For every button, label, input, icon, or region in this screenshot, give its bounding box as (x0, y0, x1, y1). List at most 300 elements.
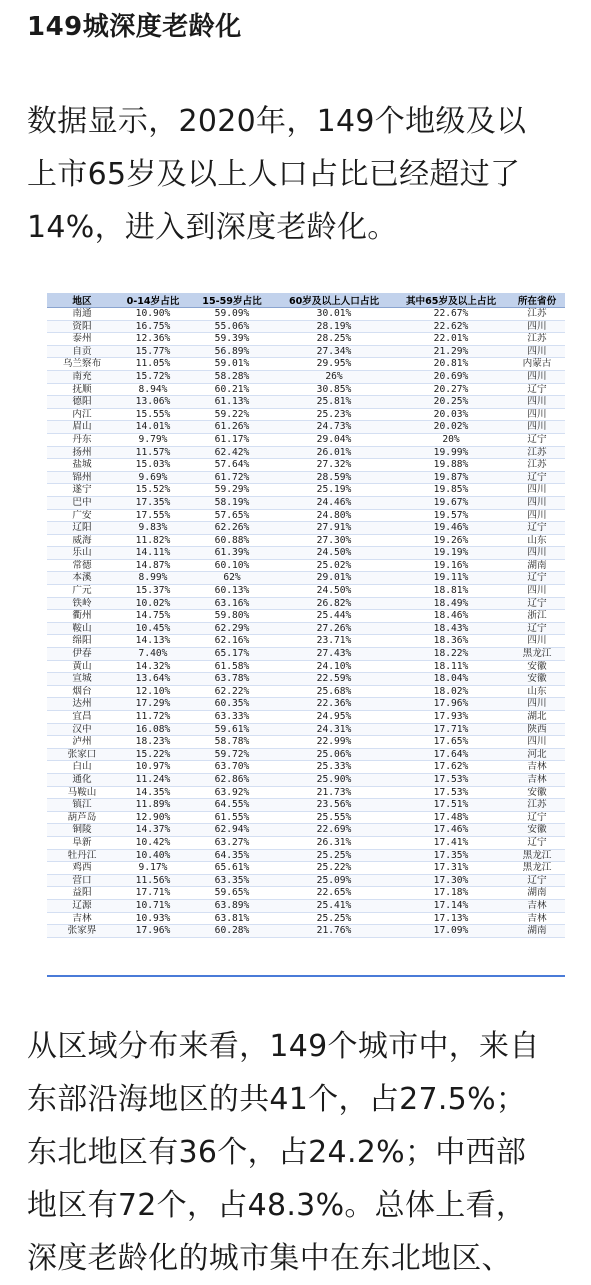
cell-age-0-14: 16.75% (117, 320, 189, 333)
table-row (47, 874, 565, 887)
cell-age-0-14: 9.17% (117, 862, 189, 875)
cell-age-15-59: 63.92% (189, 786, 275, 799)
table-row (47, 459, 565, 472)
cell-province: 辽宁 (509, 811, 565, 824)
table-row (47, 622, 565, 635)
cell-age-15-59: 62.94% (189, 824, 275, 837)
cell-region: 广元 (47, 585, 117, 598)
table-row (47, 836, 565, 849)
table-row (47, 597, 565, 610)
cell-age-15-59: 62% (189, 572, 275, 585)
cell-age-60-plus: 29.01% (275, 572, 393, 585)
cell-region: 张家口 (47, 748, 117, 761)
cell-province: 江苏 (509, 308, 565, 321)
table-row (47, 509, 565, 522)
cell-age-60-plus: 27.91% (275, 522, 393, 535)
cell-age-65-plus: 17.30% (393, 874, 509, 887)
cell-age-65-plus: 18.22% (393, 648, 509, 661)
cell-age-15-59: 59.61% (189, 723, 275, 736)
cell-age-60-plus: 27.43% (275, 648, 393, 661)
cell-region: 南充 (47, 370, 117, 383)
aging-data-table-image (47, 293, 565, 977)
cell-age-0-14: 11.05% (117, 358, 189, 371)
header-region: 地区 (47, 293, 117, 308)
cell-age-0-14: 17.29% (117, 698, 189, 711)
table-row (47, 610, 565, 623)
cell-region: 铜陵 (47, 824, 117, 837)
cell-province: 辽宁 (509, 597, 565, 610)
cell-region: 内江 (47, 408, 117, 421)
table-row (47, 811, 565, 824)
cell-age-65-plus: 18.81% (393, 585, 509, 598)
cell-age-0-14: 16.08% (117, 723, 189, 736)
cell-age-60-plus: 25.06% (275, 748, 393, 761)
cell-age-0-14: 12.10% (117, 685, 189, 698)
cell-age-15-59: 62.86% (189, 773, 275, 786)
cell-age-15-59: 59.01% (189, 358, 275, 371)
table-row (47, 887, 565, 900)
cell-age-65-plus: 18.49% (393, 597, 509, 610)
cell-region: 黄山 (47, 660, 117, 673)
cell-age-65-plus: 17.46% (393, 824, 509, 837)
cell-age-15-59: 65.17% (189, 648, 275, 661)
cell-province: 吉林 (509, 761, 565, 774)
cell-age-65-plus: 17.14% (393, 899, 509, 912)
cell-age-15-59: 59.65% (189, 887, 275, 900)
cell-region: 镇江 (47, 799, 117, 812)
cell-age-15-59: 63.78% (189, 673, 275, 686)
cell-age-60-plus: 25.02% (275, 559, 393, 572)
cell-region: 威海 (47, 534, 117, 547)
table-row (47, 534, 565, 547)
cell-age-65-plus: 18.11% (393, 660, 509, 673)
intro-line: 上市65岁及以上人口占比已经超过了 (27, 157, 521, 192)
cell-age-0-14: 15.22% (117, 748, 189, 761)
table-row (47, 862, 565, 875)
table-row (47, 748, 565, 761)
cell-age-60-plus: 22.65% (275, 887, 393, 900)
cell-age-65-plus: 17.96% (393, 698, 509, 711)
cell-age-0-14: 14.37% (117, 824, 189, 837)
cell-age-60-plus: 25.41% (275, 899, 393, 912)
table-row (47, 308, 565, 321)
cell-region: 泸州 (47, 736, 117, 749)
cell-age-60-plus: 24.50% (275, 547, 393, 560)
cell-region: 烟台 (47, 685, 117, 698)
cell-region: 辽源 (47, 899, 117, 912)
table-row (47, 547, 565, 560)
cell-age-15-59: 58.78% (189, 736, 275, 749)
cell-region: 广安 (47, 509, 117, 522)
cell-age-60-plus: 24.80% (275, 509, 393, 522)
cell-age-15-59: 58.19% (189, 496, 275, 509)
cell-age-0-14: 10.02% (117, 597, 189, 610)
cell-age-60-plus: 29.95% (275, 358, 393, 371)
header-age-60-plus: 60岁及以上人口占比 (275, 293, 393, 308)
cell-age-65-plus: 17.18% (393, 887, 509, 900)
cell-region: 达州 (47, 698, 117, 711)
cell-age-60-plus: 26% (275, 370, 393, 383)
cell-province: 陕西 (509, 723, 565, 736)
cell-age-15-59: 59.80% (189, 610, 275, 623)
cell-age-15-59: 62.22% (189, 685, 275, 698)
cell-age-60-plus: 25.23% (275, 408, 393, 421)
cell-age-15-59: 63.27% (189, 836, 275, 849)
table-header-row (47, 293, 565, 308)
cell-age-60-plus: 25.33% (275, 761, 393, 774)
cell-age-60-plus: 26.31% (275, 836, 393, 849)
cell-region: 吉林 (47, 912, 117, 925)
cell-age-65-plus: 17.71% (393, 723, 509, 736)
table-row (47, 660, 565, 673)
cell-age-65-plus: 19.26% (393, 534, 509, 547)
cell-age-60-plus: 27.26% (275, 622, 393, 635)
cell-age-65-plus: 17.62% (393, 761, 509, 774)
cell-age-60-plus: 22.36% (275, 698, 393, 711)
cell-province: 安徽 (509, 786, 565, 799)
cell-age-60-plus: 23.71% (275, 635, 393, 648)
cell-province: 安徽 (509, 660, 565, 673)
cell-province: 浙江 (509, 610, 565, 623)
cell-province: 四川 (509, 496, 565, 509)
table-row (47, 736, 565, 749)
article-title: 149城深度老龄化 (27, 12, 242, 42)
cell-age-65-plus: 19.46% (393, 522, 509, 535)
cell-age-65-plus: 19.99% (393, 446, 509, 459)
table-row (47, 572, 565, 585)
cell-age-65-plus: 19.11% (393, 572, 509, 585)
cell-age-0-14: 12.36% (117, 333, 189, 346)
cell-age-60-plus: 28.59% (275, 471, 393, 484)
cell-age-65-plus: 19.57% (393, 509, 509, 522)
cell-region: 资阳 (47, 320, 117, 333)
table-row (47, 446, 565, 459)
cell-age-0-14: 10.45% (117, 622, 189, 635)
cell-province: 四川 (509, 698, 565, 711)
cell-age-60-plus: 21.76% (275, 925, 393, 938)
cell-region: 鞍山 (47, 622, 117, 635)
cell-age-60-plus: 24.46% (275, 496, 393, 509)
cell-age-0-14: 17.71% (117, 887, 189, 900)
cell-age-60-plus: 26.82% (275, 597, 393, 610)
cell-age-60-plus: 24.31% (275, 723, 393, 736)
cell-age-65-plus: 17.31% (393, 862, 509, 875)
cell-age-0-14: 15.52% (117, 484, 189, 497)
table-row (47, 433, 565, 446)
regional-line: 深度老龄化的城市集中在东北地区、 (27, 1241, 512, 1276)
table-row (47, 799, 565, 812)
cell-age-60-plus: 25.25% (275, 849, 393, 862)
cell-age-15-59: 58.28% (189, 370, 275, 383)
cell-region: 德阳 (47, 396, 117, 409)
table-row (47, 358, 565, 371)
cell-age-15-59: 59.39% (189, 333, 275, 346)
table-row (47, 698, 565, 711)
cell-age-60-plus: 26.01% (275, 446, 393, 459)
cell-region: 通化 (47, 773, 117, 786)
cell-region: 葫芦岛 (47, 811, 117, 824)
cell-age-60-plus: 22.59% (275, 673, 393, 686)
cell-region: 白山 (47, 761, 117, 774)
cell-age-15-59: 65.61% (189, 862, 275, 875)
cell-age-0-14: 14.35% (117, 786, 189, 799)
cell-province: 辽宁 (509, 874, 565, 887)
cell-province: 湖南 (509, 559, 565, 572)
cell-age-15-59: 62.42% (189, 446, 275, 459)
table-row (47, 912, 565, 925)
table-row (47, 320, 565, 333)
cell-age-60-plus: 27.34% (275, 345, 393, 358)
cell-age-15-59: 64.35% (189, 849, 275, 862)
cell-region: 乐山 (47, 547, 117, 560)
cell-age-60-plus: 27.30% (275, 534, 393, 547)
table-row (47, 761, 565, 774)
cell-age-65-plus: 21.29% (393, 345, 509, 358)
cell-age-15-59: 59.29% (189, 484, 275, 497)
cell-age-0-14: 15.55% (117, 408, 189, 421)
cell-age-60-plus: 30.01% (275, 308, 393, 321)
cell-age-0-14: 17.96% (117, 925, 189, 938)
cell-province: 黑龙江 (509, 849, 565, 862)
cell-region: 遂宁 (47, 484, 117, 497)
cell-age-65-plus: 17.35% (393, 849, 509, 862)
intro-line: 14%，进入到深度老龄化。 (27, 210, 398, 245)
regional-line: 从区域分布来看，149个城市中，来自 (27, 1029, 540, 1064)
cell-age-0-14: 11.89% (117, 799, 189, 812)
cell-age-0-14: 15.37% (117, 585, 189, 598)
cell-age-60-plus: 25.81% (275, 396, 393, 409)
cell-age-0-14: 17.35% (117, 496, 189, 509)
cell-province: 四川 (509, 736, 565, 749)
cell-region: 张家界 (47, 925, 117, 938)
cell-age-15-59: 62.29% (189, 622, 275, 635)
cell-age-65-plus: 19.88% (393, 459, 509, 472)
header-province: 所在省份 (509, 293, 565, 308)
table-row (47, 383, 565, 396)
cell-province: 四川 (509, 509, 565, 522)
cell-age-60-plus: 25.19% (275, 484, 393, 497)
table-body (47, 308, 565, 938)
table-row (47, 849, 565, 862)
regional-line: 地区有72个，占48.3%。总体上看， (27, 1188, 527, 1223)
cell-age-65-plus: 19.87% (393, 471, 509, 484)
cell-age-15-59: 59.09% (189, 308, 275, 321)
cell-age-0-14: 18.23% (117, 736, 189, 749)
cell-age-0-14: 10.40% (117, 849, 189, 862)
cell-age-65-plus: 17.64% (393, 748, 509, 761)
cell-age-15-59: 60.28% (189, 925, 275, 938)
cell-age-0-14: 14.32% (117, 660, 189, 673)
cell-province: 辽宁 (509, 622, 565, 635)
cell-age-65-plus: 20.03% (393, 408, 509, 421)
cell-province: 四川 (509, 635, 565, 648)
cell-region: 铁岭 (47, 597, 117, 610)
cell-region: 绵阳 (47, 635, 117, 648)
cell-age-15-59: 62.16% (189, 635, 275, 648)
cell-age-0-14: 13.64% (117, 673, 189, 686)
cell-age-15-59: 64.55% (189, 799, 275, 812)
cell-age-65-plus: 20.25% (393, 396, 509, 409)
cell-province: 吉林 (509, 899, 565, 912)
cell-age-60-plus: 27.32% (275, 459, 393, 472)
cell-age-65-plus: 20% (393, 433, 509, 446)
header-age-65-plus: 其中65岁及以上占比 (393, 293, 509, 308)
cell-province: 内蒙古 (509, 358, 565, 371)
intro-paragraph (27, 95, 577, 254)
table-row (47, 496, 565, 509)
cell-age-15-59: 61.13% (189, 396, 275, 409)
cell-province: 湖南 (509, 925, 565, 938)
cell-province: 山东 (509, 534, 565, 547)
cell-age-0-14: 10.71% (117, 899, 189, 912)
cell-province: 黑龙江 (509, 648, 565, 661)
cell-age-0-14: 14.75% (117, 610, 189, 623)
cell-age-15-59: 61.58% (189, 660, 275, 673)
cell-province: 山东 (509, 685, 565, 698)
cell-age-0-14: 9.69% (117, 471, 189, 484)
cell-age-60-plus: 30.85% (275, 383, 393, 396)
cell-age-60-plus: 21.73% (275, 786, 393, 799)
cell-region: 自贡 (47, 345, 117, 358)
cell-region: 马鞍山 (47, 786, 117, 799)
cell-age-15-59: 56.89% (189, 345, 275, 358)
cell-age-15-59: 59.22% (189, 408, 275, 421)
cell-age-60-plus: 24.10% (275, 660, 393, 673)
cell-age-60-plus: 28.25% (275, 333, 393, 346)
cell-age-60-plus: 22.99% (275, 736, 393, 749)
table-row (47, 484, 565, 497)
cell-age-15-59: 63.89% (189, 899, 275, 912)
table-row (47, 396, 565, 409)
cell-age-65-plus: 17.13% (393, 912, 509, 925)
cell-province: 四川 (509, 370, 565, 383)
cell-region: 泰州 (47, 333, 117, 346)
table-row (47, 559, 565, 572)
cell-age-0-14: 14.01% (117, 421, 189, 434)
cell-province: 河北 (509, 748, 565, 761)
regional-line: 东北地区有36个，占24.2%；中西部 (27, 1135, 527, 1170)
cell-age-15-59: 60.10% (189, 559, 275, 572)
cell-age-60-plus: 23.56% (275, 799, 393, 812)
cell-age-65-plus: 17.51% (393, 799, 509, 812)
table-row (47, 522, 565, 535)
cell-age-65-plus: 20.02% (393, 421, 509, 434)
cell-region: 鸡西 (47, 862, 117, 875)
cell-age-65-plus: 19.16% (393, 559, 509, 572)
table-row (47, 648, 565, 661)
table-row (47, 773, 565, 786)
cell-age-65-plus: 22.62% (393, 320, 509, 333)
cell-age-15-59: 63.70% (189, 761, 275, 774)
cell-province: 吉林 (509, 773, 565, 786)
aging-data-table (47, 293, 565, 938)
cell-age-65-plus: 19.19% (393, 547, 509, 560)
cell-age-0-14: 14.87% (117, 559, 189, 572)
cell-age-15-59: 60.88% (189, 534, 275, 547)
cell-province: 安徽 (509, 824, 565, 837)
cell-province: 辽宁 (509, 471, 565, 484)
cell-province: 江苏 (509, 333, 565, 346)
cell-age-0-14: 15.72% (117, 370, 189, 383)
cell-age-0-14: 8.94% (117, 383, 189, 396)
table-row (47, 673, 565, 686)
table-row (47, 585, 565, 598)
regional-paragraph (27, 1020, 577, 1285)
cell-age-60-plus: 25.68% (275, 685, 393, 698)
cell-age-60-plus: 28.19% (275, 320, 393, 333)
cell-region: 伊春 (47, 648, 117, 661)
cell-age-15-59: 55.06% (189, 320, 275, 333)
table-row (47, 711, 565, 724)
cell-province: 四川 (509, 320, 565, 333)
cell-region: 眉山 (47, 421, 117, 434)
cell-age-65-plus: 17.09% (393, 925, 509, 938)
table-row (47, 723, 565, 736)
cell-region: 辽阳 (47, 522, 117, 535)
cell-region: 抚顺 (47, 383, 117, 396)
cell-age-15-59: 60.21% (189, 383, 275, 396)
table-row (47, 421, 565, 434)
cell-province: 江苏 (509, 446, 565, 459)
cell-age-15-59: 60.13% (189, 585, 275, 598)
cell-age-15-59: 63.35% (189, 874, 275, 887)
cell-age-15-59: 60.35% (189, 698, 275, 711)
header-age-15-59: 15-59岁占比 (189, 293, 275, 308)
cell-region: 锦州 (47, 471, 117, 484)
cell-age-65-plus: 18.43% (393, 622, 509, 635)
table-row (47, 345, 565, 358)
cell-age-65-plus: 17.53% (393, 786, 509, 799)
cell-age-0-14: 14.13% (117, 635, 189, 648)
cell-age-65-plus: 18.36% (393, 635, 509, 648)
table-row (47, 786, 565, 799)
cell-province: 四川 (509, 585, 565, 598)
cell-age-0-14: 14.11% (117, 547, 189, 560)
cell-age-0-14: 7.40% (117, 648, 189, 661)
cell-region: 常德 (47, 559, 117, 572)
table-row (47, 408, 565, 421)
cell-age-0-14: 10.42% (117, 836, 189, 849)
cell-province: 吉林 (509, 912, 565, 925)
cell-age-0-14: 11.24% (117, 773, 189, 786)
cell-province: 四川 (509, 421, 565, 434)
cell-age-0-14: 11.57% (117, 446, 189, 459)
cell-age-15-59: 61.55% (189, 811, 275, 824)
cell-age-15-59: 57.65% (189, 509, 275, 522)
cell-age-65-plus: 17.93% (393, 711, 509, 724)
cell-province: 湖北 (509, 711, 565, 724)
cell-province: 四川 (509, 547, 565, 560)
cell-age-65-plus: 22.67% (393, 308, 509, 321)
table-row (47, 925, 565, 938)
cell-province: 湖南 (509, 887, 565, 900)
cell-age-0-14: 11.56% (117, 874, 189, 887)
cell-region: 衢州 (47, 610, 117, 623)
cell-age-15-59: 63.33% (189, 711, 275, 724)
cell-age-0-14: 15.03% (117, 459, 189, 472)
cell-age-65-plus: 22.01% (393, 333, 509, 346)
intro-line: 数据显示，2020年，149个地级及以 (27, 104, 527, 139)
cell-region: 乌兰察布 (47, 358, 117, 371)
cell-age-60-plus: 25.25% (275, 912, 393, 925)
cell-region: 宣城 (47, 673, 117, 686)
cell-age-60-plus: 25.90% (275, 773, 393, 786)
cell-age-60-plus: 24.95% (275, 711, 393, 724)
cell-region: 阜新 (47, 836, 117, 849)
cell-province: 安徽 (509, 673, 565, 686)
cell-age-60-plus: 24.73% (275, 421, 393, 434)
cell-province: 四川 (509, 345, 565, 358)
